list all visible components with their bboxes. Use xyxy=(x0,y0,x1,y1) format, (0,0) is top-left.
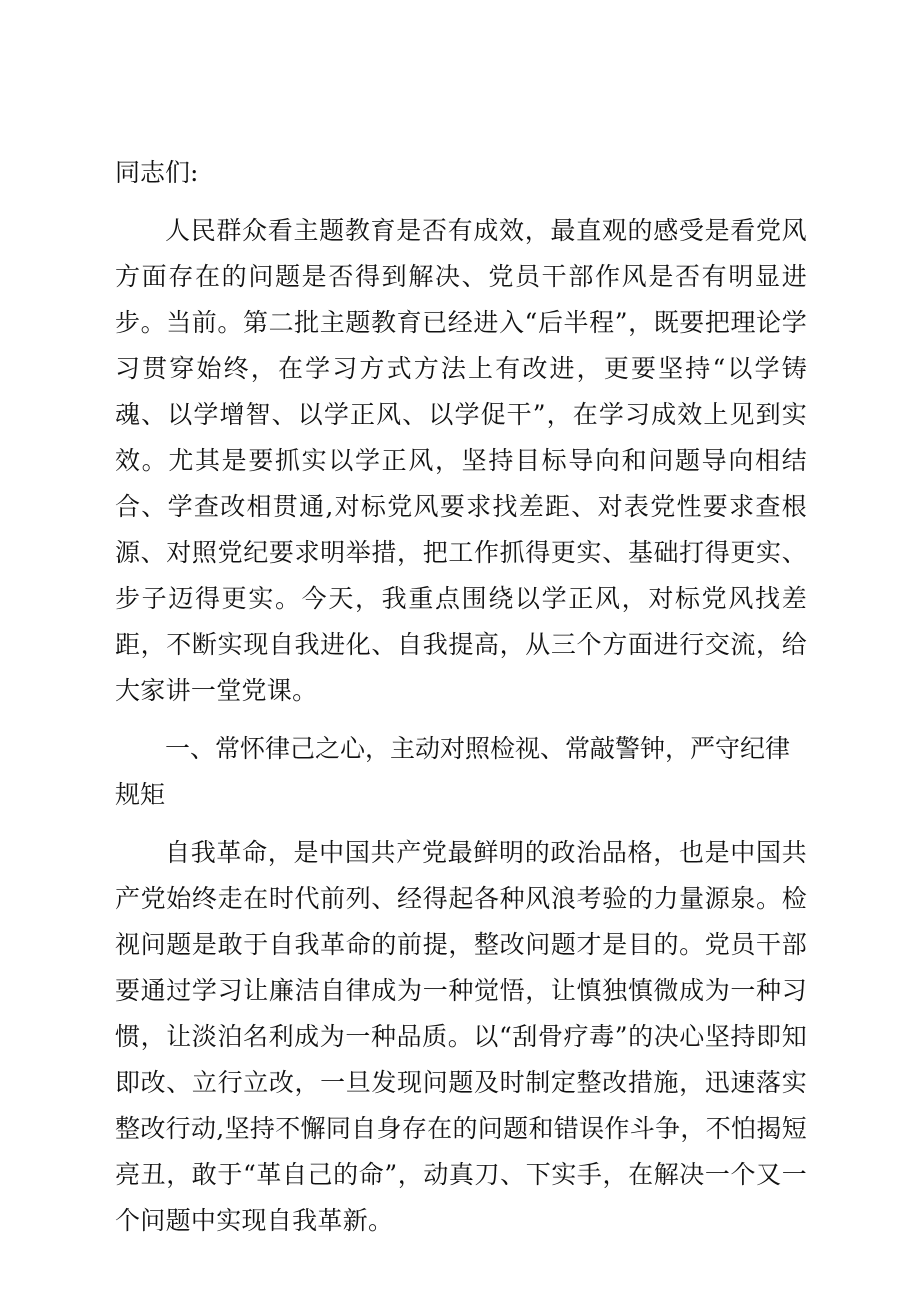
section-paragraph: 自我革命，是中国共产党最鲜明的政治品格，也是中国共产党始终走在时代前列、经得起各种风浪考验的力量源泉。检视问题是敢于自我革命的前提，整改问题才是目的。党员干部要通过学习让廉洁自律成为一种觉悟，让慎独慎微成为一种习惯，让淡泊名利成为一种品质。以“刮骨疗毒”的决心坚持即知即改、立行立改，一旦发现问题及时制定整改措施，迅速落实整改行动,坚持不懈同自身存在的问题和错误作斗争，不怕揭短亮丑，敢于“革自己的命”，动真刀、下实手，在解决一个又一个问题中实现自我革新。 xyxy=(115,838,807,1235)
document-page xyxy=(115,150,807,1244)
salutation: 同志们: xyxy=(115,158,199,187)
section-heading: 一、常怀律己之心，主动对照检视、常敲警钟，严守纪律规矩 xyxy=(115,734,791,809)
intro-paragraph: 人民群众看主题教育是否有成效，最直观的感受是看党风方面存在的问题是否得到解决、党员干部作风是否有明显进步。当前。第二批主题教育已经进入“后半程”，既要把理论学习贯穿始终，在学习方式方法上有改进，更要坚持“以学铸魂、以学增智、以学正风、以学促干”，在学习成效上见到实效。尤其是要抓实以学正风，坚持目标导向和问题导向相结合、学查改相贯通,对标党风要求找差距、对表党性要求查根源、对照党纪要求明举措，把工作抓得更实、基础打得更实、步子迈得更实。今天，我重点围绕以学正风，对标党风找差距，不断实现自我进化、自我提高，从三个方面进行交流，给大家讲一堂党课。 xyxy=(115,216,807,705)
